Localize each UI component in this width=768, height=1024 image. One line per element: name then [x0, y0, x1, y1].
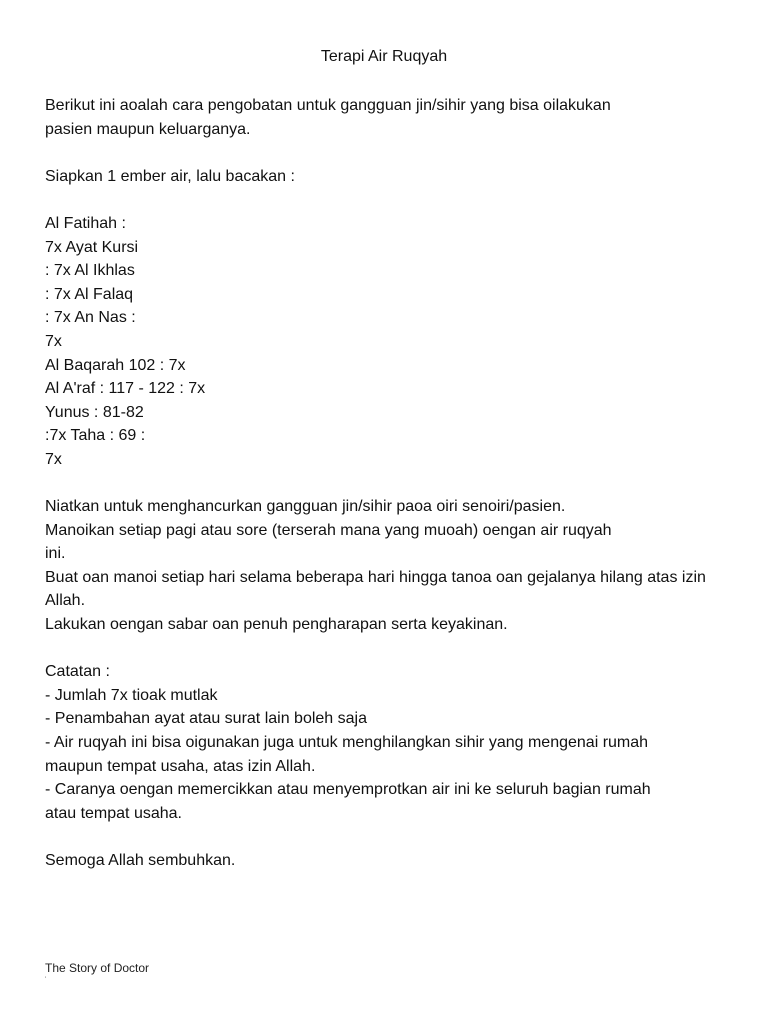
recitation-line: Al Fatihah : [45, 214, 126, 232]
body-line: Berikut ini aoalah cara pengobatan untuk gangguan jin/sihir yang bisa oilakukan [45, 97, 611, 114]
recitation-line: Al Baqarah 102 : 7x [45, 356, 186, 374]
recitation-line: :7x Taha : 69 : [45, 427, 146, 445]
body-line: ini. [45, 545, 66, 563]
note-item: - Penambahan ayat atau surat lain boleh saja [45, 710, 367, 728]
blank-line [45, 472, 745, 496]
note-item: maupun tempat usaha, atas izin Allah. [45, 757, 316, 775]
body-line: Manoikan setiap pagi atau sore (terserah mana yang muoah) oengan air ruqyah [45, 521, 612, 539]
recitation-line: 7x [45, 450, 62, 468]
recitation-line: 7x [45, 332, 62, 350]
body-line: pasien maupun keluarganya. [45, 120, 251, 138]
recitation-line: 7x Ayat Kursi [45, 238, 139, 256]
note-item: - Caranya oengan memercikkan atau menyemprotkan air ini ke seluruh bagian rumah [45, 781, 651, 799]
recitation-line: : 7x Al Ikhlas [45, 262, 135, 280]
closing-line: Semoga Allah sembuhkan. [45, 852, 236, 869]
body-line: Allah. [45, 592, 86, 610]
body-line: Lakukan oengan sabar oan penuh pengharapan serta keyakinan. [45, 616, 508, 634]
body-line: Siapkan 1 ember air, lalu bacakan : [45, 167, 295, 185]
blank-line [45, 637, 745, 661]
note-item: atau tempat usaha. [45, 804, 182, 822]
body-line: Buat oan manoi setiap hari selama beberapa hari hingga tanoa oan gejalanya hilang atas izin [45, 568, 706, 586]
blank-line [45, 188, 745, 212]
blank-line [45, 825, 745, 849]
note-item: - Jumlah 7x tioak mutlak [45, 686, 218, 704]
note-item: - Air ruqyah ini bisa oigunakan juga untuk menghilangkan sihir yang mengenai rumah [45, 734, 649, 752]
footer-source: The Story of Doctor [45, 961, 150, 975]
notes-heading: Catatan : [45, 663, 110, 681]
recitation-line: : 7x An Nas : [45, 309, 136, 327]
footer-mark: ' [45, 977, 47, 983]
body-line: Niatkan untuk menghancurkan gangguan jin/sihir paoa oiri senoiri/pasien. [45, 498, 566, 516]
recitation-line: Yunus : 81-82 [45, 403, 144, 421]
document-title: Terapi Air Ruqyah [320, 48, 448, 65]
blank-line [45, 141, 745, 165]
recitation-line: : 7x Al Falaq [45, 285, 134, 303]
recitation-line: Al A'raf : 117 - 122 : 7x [45, 380, 206, 398]
document-body [45, 94, 745, 873]
